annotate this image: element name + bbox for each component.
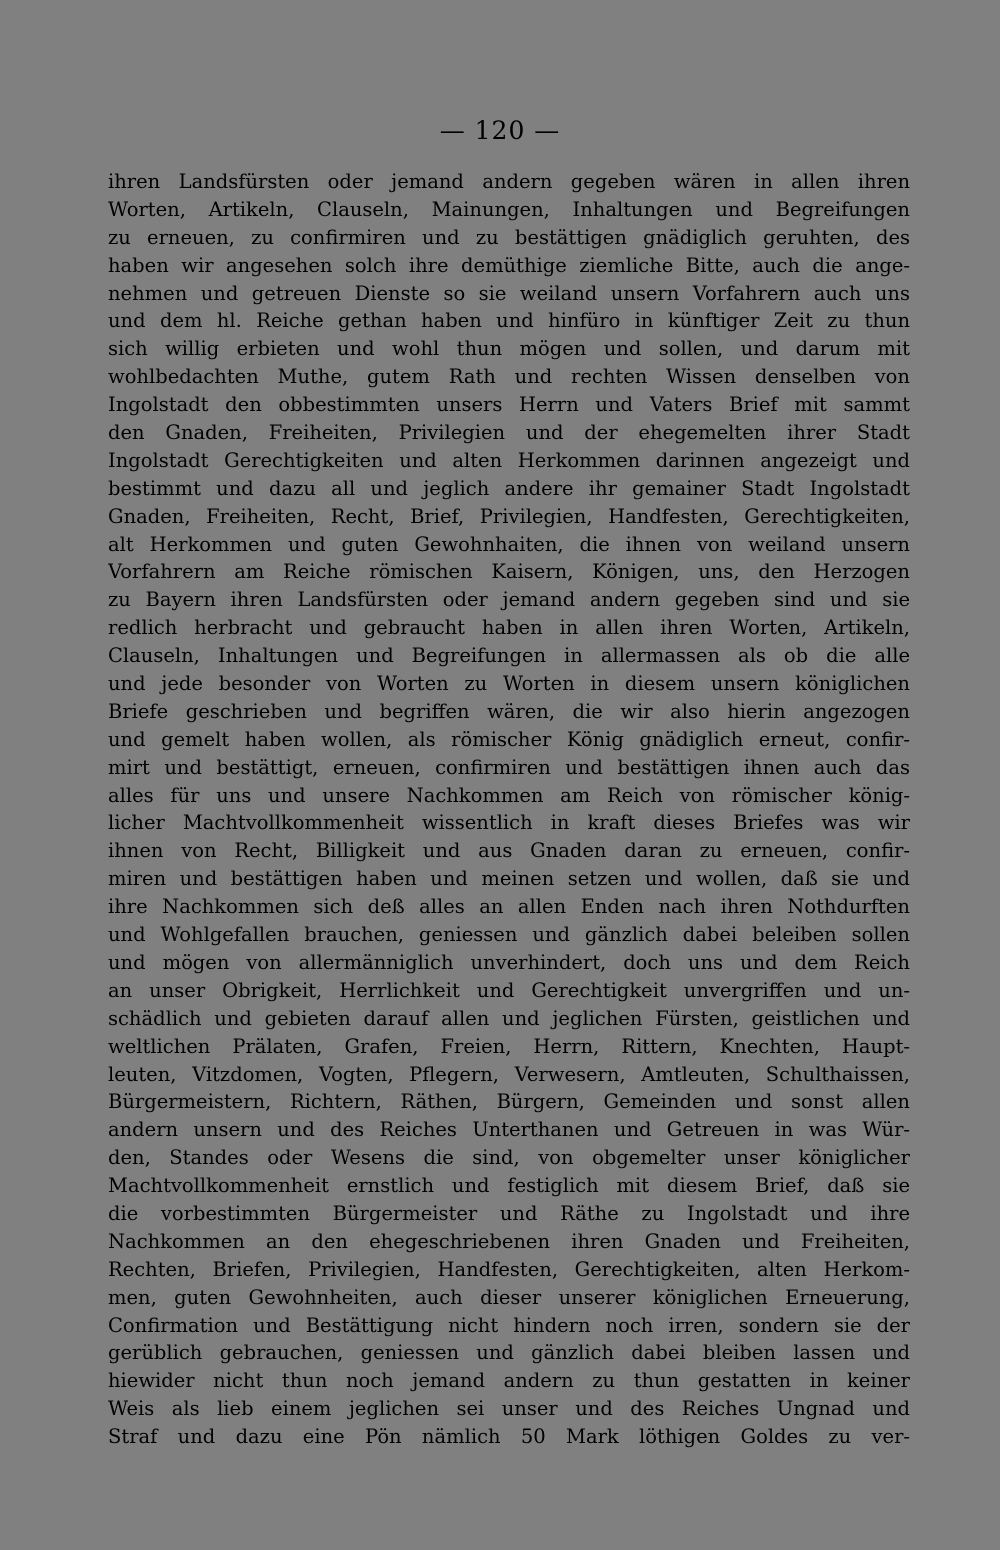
text-line: den Gnaden, Freiheiten, Privilegien und der ehegemelten ihrer Stadt xyxy=(108,421,910,445)
text-line: und gemelt haben wollen, als römischer König gnädiglich erneut, confir- xyxy=(108,727,910,751)
text-line: Clauseln, Inhaltungen und Begreifungen in allermassen als ob die alle xyxy=(108,644,910,668)
text-line: redlich herbracht und gebraucht haben in allen ihren Worten, Artikeln, xyxy=(108,616,910,640)
text-line: alt Herkommen und guten Gewohnhaiten, die ihnen von weiland unsern xyxy=(108,532,910,556)
text-line: ihre Nachkommen sich deß alles an allen Enden nach ihren Nothdurften xyxy=(108,895,910,919)
text-line: Briefe geschrieben und begriffen wären, die wir also hierin angezogen xyxy=(108,699,910,723)
text-line: an unser Obrigkeit, Herrlichkeit und Gerechtigkeit unvergriffen und un- xyxy=(108,978,910,1002)
text-line: Straf und dazu eine Pön nämlich 50 Mark löthigen Goldes zu ver- xyxy=(108,1425,910,1449)
text-line: die vorbestimmten Bürgermeister und Räthe zu Ingolstadt und ihre xyxy=(108,1201,910,1225)
text-line: und mögen von allermänniglich unverhindert, doch uns und dem Reich xyxy=(108,950,910,974)
text-line: Worten, Artikeln, Clauseln, Mainungen, Inhaltungen und Begreifungen xyxy=(108,197,910,221)
text-line: ihren Landsfürsten oder jemand andern gegeben wären in allen ihren xyxy=(108,170,910,193)
text-line: Ingolstadt Gerechtigkeiten und alten Herkommen darinnen angezeigt und xyxy=(108,448,910,472)
text-line: und jede besonder von Worten zu Worten in diesem unsern königlichen xyxy=(108,672,910,696)
text-line: Rechten, Briefen, Privilegien, Handfesten, Gerechtigkeiten, alten Herkom- xyxy=(108,1257,910,1281)
text-line: zu Bayern ihren Landsfürsten oder jemand andern gegeben sind und sie xyxy=(108,588,910,612)
text-line: und Wohlgefallen brauchen, geniessen und gänzlich dabei beleiben sollen xyxy=(108,923,910,947)
text-line: Confirmation und Bestättigung nicht hindern noch irren, sondern sie der xyxy=(108,1313,910,1337)
text-line: schädlich und gebieten darauf allen und jeglichen Fürsten, geistlichen und xyxy=(108,1006,910,1030)
text-line: miren und bestättigen haben und meinen setzen und wollen, daß sie und xyxy=(108,867,910,891)
text-line: sich willig erbieten und wohl thun mögen und sollen, und darum mit xyxy=(108,337,910,361)
text-line: mirt und bestättigt, erneuen, confirmiren und bestättigen ihnen auch das xyxy=(108,755,910,779)
text-line: Nachkommen an den ehegeschriebenen ihren Gnaden und Freiheiten, xyxy=(108,1229,910,1253)
body-text xyxy=(108,168,910,1451)
text-line: leuten, Vitzdomen, Vogten, Pflegern, Verwesern, Amtleuten, Schulthaissen, xyxy=(108,1062,910,1086)
text-line: haben wir angesehen solch ihre demüthige ziemliche Bitte, auch die ange- xyxy=(108,253,910,277)
text-line: hiewider nicht thun noch jemand andern zu thun gestatten in keiner xyxy=(108,1369,910,1393)
text-line: Machtvollkommenheit ernstlich und festiglich mit diesem Brief, daß sie xyxy=(108,1174,910,1198)
text-line: bestimmt und dazu all und jeglich andere ihr gemainer Stadt Ingolstadt xyxy=(108,476,910,500)
text-line: Vorfahrern am Reiche römischen Kaisern, Königen, uns, den Herzogen xyxy=(108,560,910,584)
text-line: Weis als lieb einem jeglichen sei unser und des Reiches Ungnad und xyxy=(108,1397,910,1421)
text-line: ihnen von Recht, Billigkeit und aus Gnaden daran zu erneuen, confir- xyxy=(108,839,910,863)
text-line: zu erneuen, zu confirmiren und zu bestättigen gnädiglich geruhten, des xyxy=(108,225,910,249)
text-line: den, Standes oder Wesens die sind, von obgemelter unser königlicher xyxy=(108,1146,910,1170)
page-number: — 120 — xyxy=(439,116,561,145)
text-line: andern unsern und des Reiches Unterthanen und Getreuen in was Wür- xyxy=(108,1118,910,1142)
text-line: licher Machtvollkommenheit wissentlich in kraft dieses Briefes was wir xyxy=(108,811,910,835)
text-line: nehmen und getreuen Dienste so sie weiland unsern Vorfahrern auch uns xyxy=(108,281,910,305)
text-line: Gnaden, Freiheiten, Recht, Brief, Privilegien, Handfesten, Gerechtigkeiten, xyxy=(108,504,910,528)
text-line: Ingolstadt den obbestimmten unsers Herrn und Vaters Brief mit sammt xyxy=(108,393,910,417)
text-line: weltlichen Prälaten, Grafen, Freien, Herrn, Rittern, Knechten, Haupt- xyxy=(108,1034,910,1058)
text-line: alles für uns und unsere Nachkommen am Reich von römischer könig- xyxy=(108,783,910,807)
text-line: men, guten Gewohnheiten, auch dieser unserer königlichen Erneuerung, xyxy=(108,1285,910,1309)
text-line: Bürgermeistern, Richtern, Räthen, Bürgern, Gemeinden und sonst allen xyxy=(108,1090,910,1114)
text-line: und dem hl. Reiche gethan haben und hinfüro in künftiger Zeit zu thun xyxy=(108,309,910,333)
text-line: gerüblich gebrauchen, geniessen und gänzlich dabei bleiben lassen und xyxy=(108,1341,910,1365)
text-line: wohlbedachten Muthe, gutem Rath und rechten Wissen denselben von xyxy=(108,365,910,389)
